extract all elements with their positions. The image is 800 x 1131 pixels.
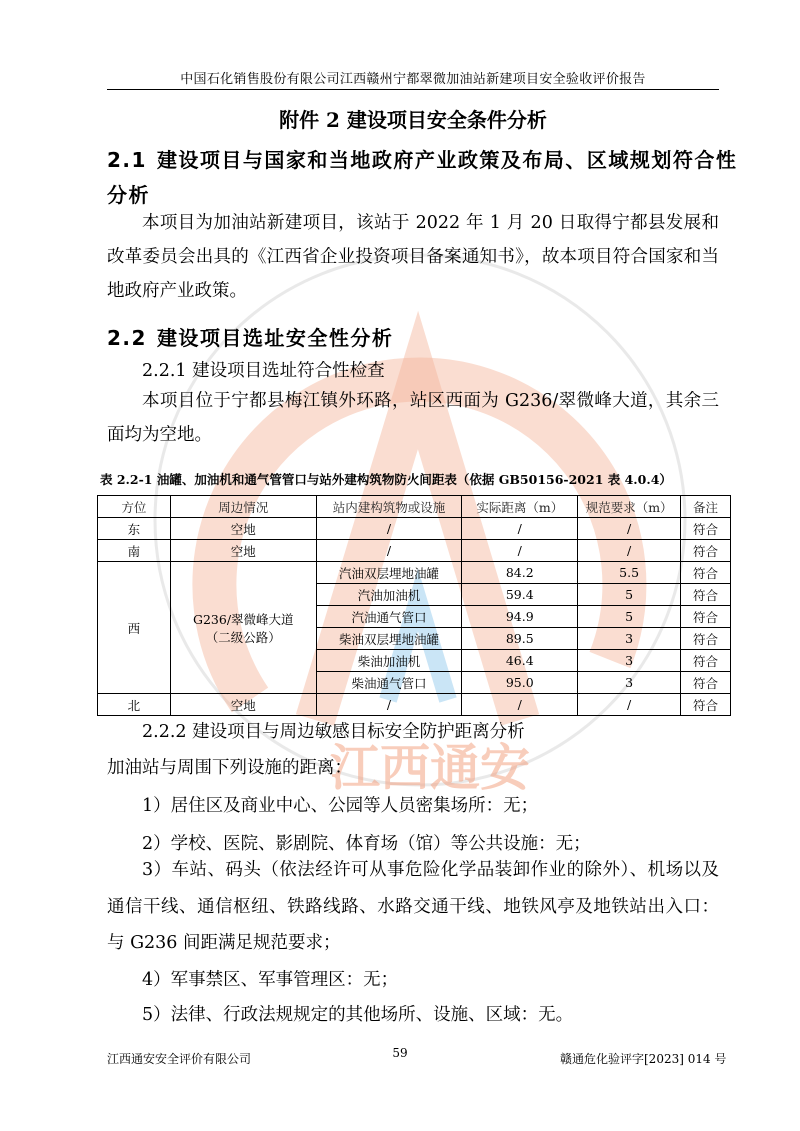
cell-actual: / [462, 694, 578, 716]
section-2-1-heading [107, 144, 737, 173]
cell-actual: / [462, 518, 578, 540]
cell-surround: 空地 [170, 518, 316, 540]
cell-direction: 北 [98, 694, 171, 716]
cell-note: 符合 [681, 672, 731, 694]
cell-direction: 南 [98, 540, 171, 562]
cell-surround: 空地 [170, 694, 316, 716]
section-2-1-body: 本项目为加油站新建项目，该站于 2022 年 1 月 20 日取得宁都县发展和改革委员会出具的《江西省企业投资项目备案通知书》，故本项目符合国家和当地政府产业政策。 [107, 213, 719, 301]
cell-required: / [578, 694, 681, 716]
cell-note: 符合 [681, 540, 731, 562]
cell-actual: 46.4 [462, 650, 578, 672]
list-item: 1）居住区及商业中心、公园等人员密集场所：无； [142, 796, 539, 816]
col-header: 规范要求（m） [578, 496, 681, 518]
cell-note: 符合 [681, 562, 731, 584]
table-row [98, 540, 731, 562]
cell-actual: 94.9 [462, 606, 578, 628]
list-item: 4）军事禁区、军事管理区：无； [142, 970, 399, 990]
cell-actual: 84.2 [462, 562, 578, 584]
cell-facility: / [316, 518, 462, 540]
table-row [98, 518, 731, 540]
surround-line: （二级公路） [205, 629, 281, 645]
cell-note: 符合 [681, 650, 731, 672]
cell-actual: 89.5 [462, 628, 578, 650]
section-2-1-heading-cont: 分析 [107, 183, 150, 207]
table-row [98, 562, 731, 584]
cell-required: 5 [578, 606, 681, 628]
subsection-2-2-1-heading: 2.2.1 建设项目选址符合性检查 [142, 361, 385, 381]
section-number: 2.2 [107, 326, 147, 350]
col-header: 站内建构筑物或设施 [316, 496, 462, 518]
section-number: 2.1 [107, 148, 147, 172]
cell-note: 符合 [681, 518, 731, 540]
cell-facility: / [316, 694, 462, 716]
footer-doc-number: 赣通危化验评字[2023] 014 号 [560, 1052, 727, 1066]
table-row [98, 694, 731, 716]
footer-company: 江西通安安全评价有限公司 [107, 1052, 252, 1066]
cell-facility: 柴油双层埋地油罐 [316, 628, 462, 650]
subsection-2-2-2-heading: 2.2.2 建设项目与周边敏感目标安全防护距离分析 [142, 722, 525, 742]
svg-text:江西通安: 江西通安 [330, 739, 530, 797]
header-rule [107, 89, 719, 90]
cell-facility: / [316, 540, 462, 562]
section-title: 建设项目选址安全性分析 [156, 326, 394, 350]
cell-required: / [578, 540, 681, 562]
cell-required: / [578, 518, 681, 540]
cell-note: 符合 [681, 606, 731, 628]
paragraph-intro: 加油站与周围下列设施的距离： [107, 758, 352, 778]
cell-actual: 95.0 [462, 672, 578, 694]
cell-facility: 柴油通气管口 [316, 672, 462, 694]
list-item: 3）车站、码头（依法经许可从事危险化学品装卸作业的除外）、机场以及通信干线、通信枢纽、铁路线路、水路交通干线、地铁风亭及地铁站出入口：与 G236 间距满足规范要求； [107, 860, 719, 953]
list-item: 5）法律、行政法规规定的其他场所、设施、区域：无。 [142, 1005, 574, 1025]
cell-required: 3 [578, 628, 681, 650]
section-2-2-heading [107, 322, 393, 351]
cell-required: 3 [578, 650, 681, 672]
cell-direction: 东 [98, 518, 171, 540]
page-number: 59 [392, 1046, 408, 1060]
table-header-row [98, 496, 731, 518]
cell-facility: 柴油加油机 [316, 650, 462, 672]
table-caption: 表 2.2-1 油罐、加油机和通气管管口与站外建构筑物防火间距表（依据 GB50156-2021 表 4.0.4） [100, 472, 672, 487]
cell-required: 5.5 [578, 562, 681, 584]
cell-direction: 西 [98, 562, 171, 694]
list-item: 2）学校、医院、影剧院、体育场（馆）等公共设施：无； [142, 834, 591, 854]
col-header: 备注 [681, 496, 731, 518]
cell-facility: 汽油通气管口 [316, 606, 462, 628]
col-header: 方位 [98, 496, 171, 518]
col-header: 实际距离（m） [462, 496, 578, 518]
cell-actual: 59.4 [462, 584, 578, 606]
cell-note: 符合 [681, 694, 731, 716]
cell-facility: 汽油加油机 [316, 584, 462, 606]
surround-line: G236/翠微峰大道 [192, 611, 294, 627]
cell-required: 3 [578, 672, 681, 694]
section-2-2-body: 本项目位于宁都县梅江镇外环路，站区西面为 G236/翠微峰大道，其余三面均为空地。 [107, 391, 719, 445]
section-title: 建设项目与国家和当地政府产业政策及布局、区域规划符合性 [156, 148, 738, 172]
col-header: 周边情况 [170, 496, 316, 518]
cell-note: 符合 [681, 628, 731, 650]
cell-note: 符合 [681, 584, 731, 606]
running-header: 中国石化销售股份有限公司江西赣州宁都翠微加油站新建项目安全验收评价报告 [180, 72, 646, 87]
cell-surround [170, 562, 316, 694]
cell-surround: 空地 [170, 540, 316, 562]
cell-required: 5 [578, 584, 681, 606]
cell-actual: / [462, 540, 578, 562]
cell-facility: 汽油双层埋地油罐 [316, 562, 462, 584]
fire-distance-table [97, 495, 731, 716]
appendix-title: 附件 2 建设项目安全条件分析 [279, 108, 547, 132]
